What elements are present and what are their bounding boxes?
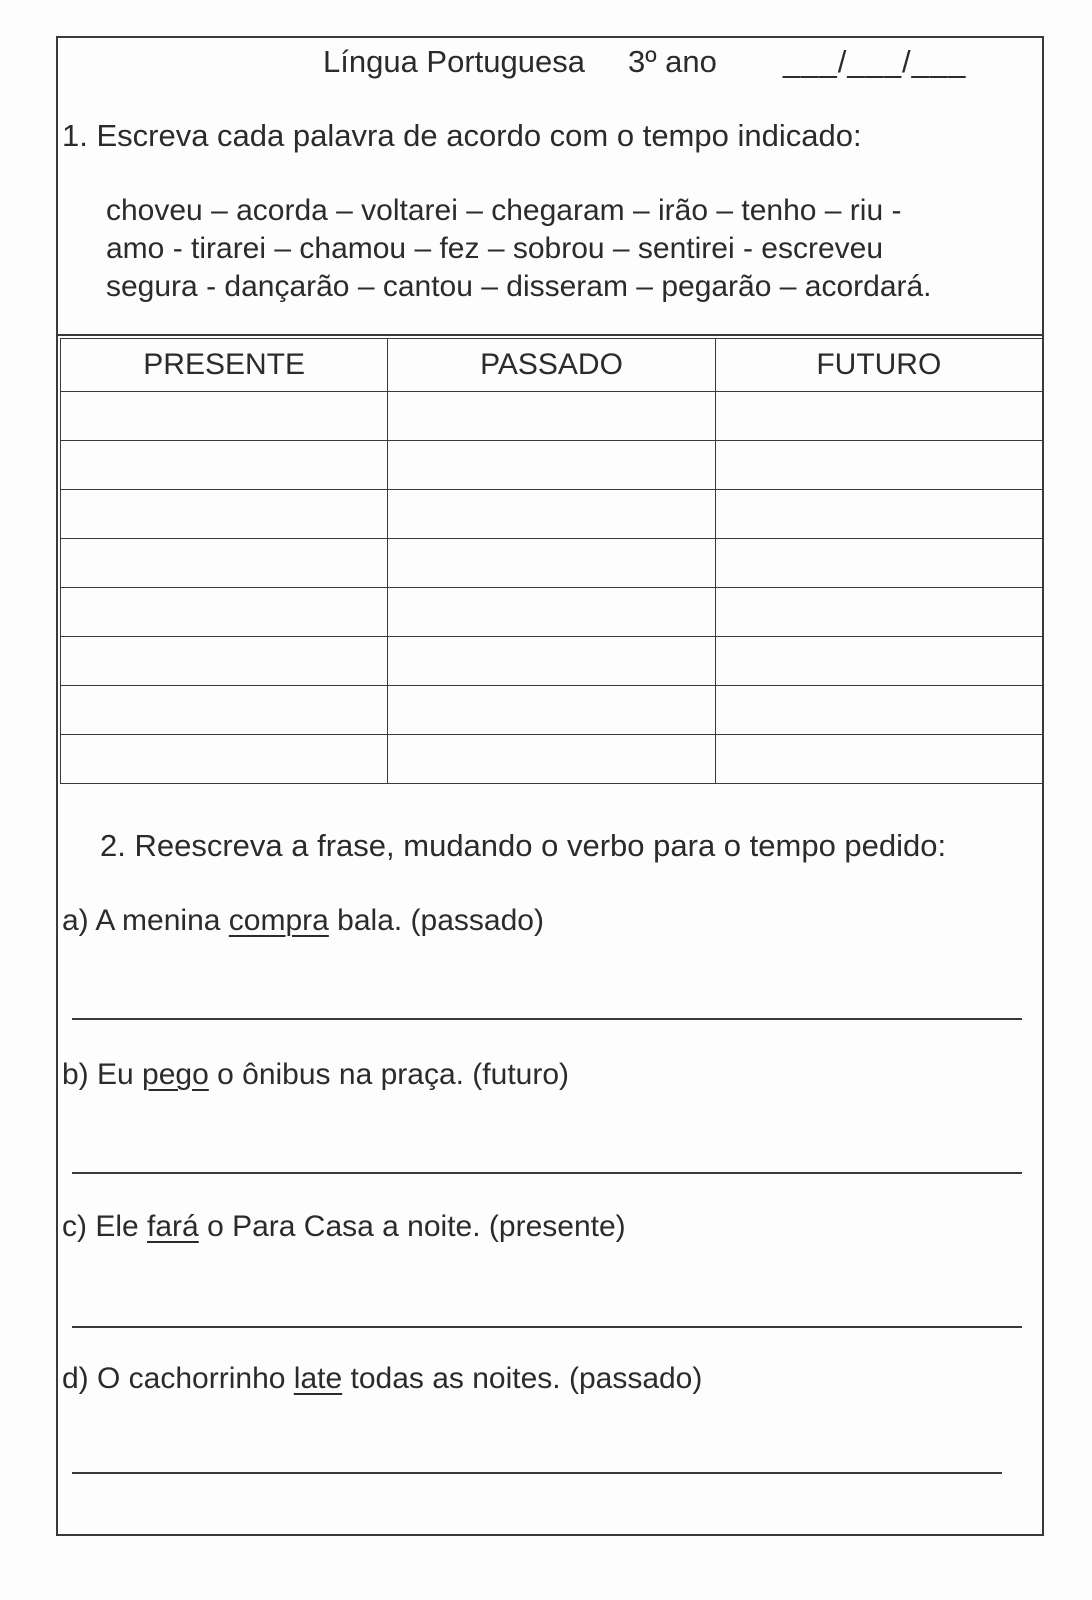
table-row xyxy=(61,735,1043,784)
item-text: bala. (passado) xyxy=(328,904,544,937)
answer-cell-passado[interactable] xyxy=(388,637,715,686)
answer-cell-presente[interactable] xyxy=(61,392,388,441)
answer-line-d[interactable] xyxy=(72,1472,1002,1474)
table-row xyxy=(61,637,1043,686)
answer-cell-passado[interactable] xyxy=(388,686,715,735)
answer-cell-passado[interactable] xyxy=(388,441,715,490)
table-row xyxy=(61,392,1043,441)
subject-title: Língua Portuguesa xyxy=(323,44,585,79)
answer-line-c[interactable] xyxy=(72,1326,1022,1328)
table-row xyxy=(61,539,1043,588)
table-row xyxy=(61,686,1043,735)
item-d xyxy=(62,1362,702,1396)
answer-cell-presente[interactable] xyxy=(61,588,388,637)
grade-label: 3º ano xyxy=(628,44,717,79)
worksheet xyxy=(56,36,1044,1536)
underlined-verb: late xyxy=(293,1362,343,1395)
underlined-verb: pego xyxy=(142,1058,209,1091)
item-text: o ônibus na praça. (futuro) xyxy=(208,1058,570,1091)
section-divider xyxy=(58,334,1042,336)
item-text: a) A menina xyxy=(62,904,229,937)
tense-table-body xyxy=(61,392,1043,784)
answer-cell-futuro[interactable] xyxy=(715,392,1042,441)
answer-cell-futuro[interactable] xyxy=(715,441,1042,490)
column-header-presente: PRESENTE xyxy=(61,339,388,392)
answer-cell-futuro[interactable] xyxy=(715,686,1042,735)
word-bank-line: amo - tirarei – chamou – fez – sobrou – sentirei - escreveu xyxy=(106,232,884,265)
item-b xyxy=(62,1058,569,1092)
answer-cell-presente[interactable] xyxy=(61,637,388,686)
underlined-verb: compra xyxy=(228,904,329,937)
column-header-futuro: FUTURO xyxy=(715,339,1042,392)
table-row xyxy=(61,588,1043,637)
answer-cell-presente[interactable] xyxy=(61,686,388,735)
item-text: todas as noites. (passado) xyxy=(342,1362,703,1395)
answer-cell-presente[interactable] xyxy=(61,539,388,588)
question-2-prompt: 2. Reescreva a frase, mudando o verbo para o tempo pedido: xyxy=(100,828,947,863)
answer-cell-futuro[interactable] xyxy=(715,588,1042,637)
answer-cell-passado[interactable] xyxy=(388,490,715,539)
table-row xyxy=(61,441,1043,490)
answer-cell-futuro[interactable] xyxy=(715,490,1042,539)
answer-line-b[interactable] xyxy=(72,1172,1022,1174)
answer-cell-passado[interactable] xyxy=(388,588,715,637)
item-a xyxy=(62,904,544,938)
answer-cell-presente[interactable] xyxy=(61,441,388,490)
answer-cell-futuro[interactable] xyxy=(715,637,1042,686)
word-bank xyxy=(106,192,1036,306)
word-bank-line: segura - dançarão – cantou – disseram – pegarão – acordará. xyxy=(106,270,932,303)
worksheet-header xyxy=(58,42,1042,86)
item-text: b) Eu xyxy=(62,1058,143,1091)
question-1-prompt: 1. Escreva cada palavra de acordo com o tempo indicado: xyxy=(62,118,862,153)
answer-cell-futuro[interactable] xyxy=(715,735,1042,784)
date-blank: ___/___/___ xyxy=(783,44,967,79)
answer-cell-presente[interactable] xyxy=(61,490,388,539)
answer-line-a[interactable] xyxy=(72,1018,1022,1020)
item-text: c) Ele xyxy=(62,1210,148,1243)
column-header-passado: PASSADO xyxy=(388,339,715,392)
answer-cell-passado[interactable] xyxy=(388,539,715,588)
answer-cell-passado[interactable] xyxy=(388,735,715,784)
item-text: d) O cachorrinho xyxy=(62,1362,294,1395)
table-row xyxy=(61,490,1043,539)
item-c xyxy=(62,1210,626,1244)
item-text: o Para Casa a noite. (presente) xyxy=(198,1210,626,1243)
answer-cell-presente[interactable] xyxy=(61,735,388,784)
answer-cell-futuro[interactable] xyxy=(715,539,1042,588)
word-bank-line: choveu – acorda – voltarei – chegaram – irão – tenho – riu - xyxy=(106,194,902,227)
answer-cell-passado[interactable] xyxy=(388,392,715,441)
tense-table xyxy=(60,338,1043,784)
underlined-verb: fará xyxy=(147,1210,199,1243)
